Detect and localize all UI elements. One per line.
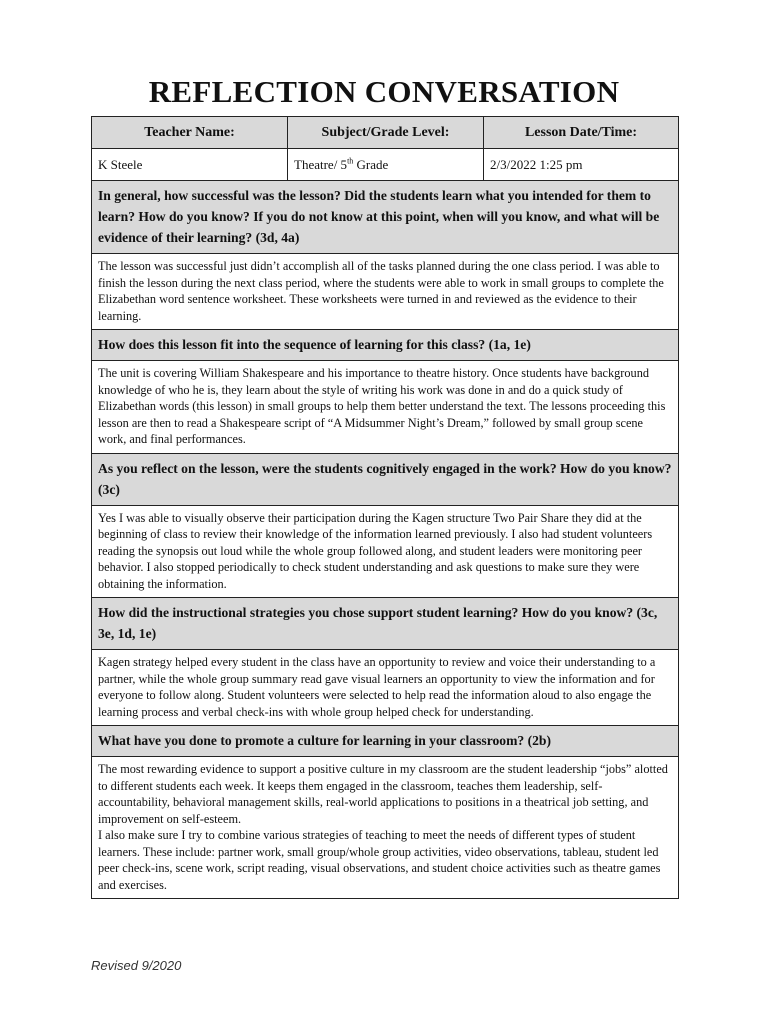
lesson-date-header: Lesson Date/Time: — [484, 117, 679, 149]
answer-5-paragraph-1: The most rewarding evidence to support a positive culture in my classroom are the student leadership “jobs” alotted to different students each week. It keeps them engaged in the classroom, teaches them leadership, self-accountability, behavioral management skills, real-world applications to positions in a theatrical job setting, and improvement on self-esteem. — [98, 762, 668, 826]
question-row — [92, 330, 679, 361]
subject-grade-value — [288, 149, 484, 181]
teacher-name-header: Teacher Name: — [92, 117, 288, 149]
answer-5-paragraph-2: I also make sure I try to combine various strategies of teaching to meet the needs of different types of student learners. These include: partner work, small group/whole group activities, video observations, tableau, student led peer check-ins, scene work, script reading, visual observations, and student choice activities such as theatre games and exercises. — [98, 828, 661, 892]
answer-row — [92, 757, 679, 899]
question-row — [92, 453, 679, 505]
question-row — [92, 181, 679, 254]
grade-text: Grade — [353, 156, 389, 172]
reflection-table — [91, 116, 679, 899]
subject-text: Theatre/ 5 — [294, 156, 348, 172]
question-row — [92, 598, 679, 650]
answer-3: Yes I was able to visually observe their participation during the Kagen structure Two Pair Share they did at the beginning of class to review their knowledge of the information learned previously. I also had student volunteers reading the synopsis out loud while the whole group followed along, and student leaders were monitoring peer behavior. I also stopped periodically to check student understanding and ask questions to make sure they were obtaining the information. — [92, 505, 679, 598]
question-3: As you reflect on the lesson, were the students cognitively engaged in the work? How do you know? (3c) — [92, 453, 679, 505]
question-row — [92, 726, 679, 757]
answer-1: The lesson was successful just didn’t accomplish all of the tasks planned during the one class period. I was able to finish the lesson during the next class period, where the students were able to work in small groups to complete the Elizabethan word sentence worksheet. These worksheets were turned in and reviewed as the evidence to their learning. — [92, 254, 679, 330]
answer-row — [92, 650, 679, 726]
question-2: How does this lesson fit into the sequence of learning for this class? (1a, 1e) — [92, 330, 679, 361]
teacher-name-value: K Steele — [92, 149, 288, 181]
answer-row — [92, 254, 679, 330]
info-row — [92, 149, 679, 181]
header-row — [92, 117, 679, 149]
grade-ordinal: th — [347, 156, 354, 166]
subject-grade-header: Subject/Grade Level: — [288, 117, 484, 149]
answer-2: The unit is covering William Shakespeare and his importance to theatre history. Once students have background knowledge of who he is, they learn about the style of writing his work was done in and do a quick study of Elizabethan words (this lesson) in small groups to help them better understand the text. The lessons proceeding this lesson are then to read a Shakespeare script of “A Midsummer Night’s Dream,” followed by small group scene work, and final performances. — [92, 361, 679, 454]
question-5: What have you done to promote a culture for learning in your classroom? (2b) — [92, 726, 679, 757]
answer-row — [92, 505, 679, 598]
answer-5 — [92, 757, 679, 899]
revision-footer: Revised 9/2020 — [91, 958, 182, 973]
question-4: How did the instructional strategies you chose support student learning? How do you know? (3c, 3e, 1d, 1e) — [92, 598, 679, 650]
lesson-date-value: 2/3/2022 1:25 pm — [484, 149, 679, 181]
page-title: REFLECTION CONVERSATION — [148, 74, 620, 109]
question-1: In general, how successful was the lesson? Did the students learn what you intended for them to learn? How do you know? If you do not know at this point, when will you know, and what will be evidence of their learning? (3d, 4a) — [92, 181, 679, 254]
answer-4: Kagen strategy helped every student in the class have an opportunity to review and voice their understanding to a partner, while the whole group summary read gave visual learners an opportunity to view the information and for everyone to follow along. Student volunteers were selected to help read the information aloud to also engage the learning process and verbal check-ins with whole group helped check for understanding. — [92, 650, 679, 726]
answer-row — [92, 361, 679, 454]
